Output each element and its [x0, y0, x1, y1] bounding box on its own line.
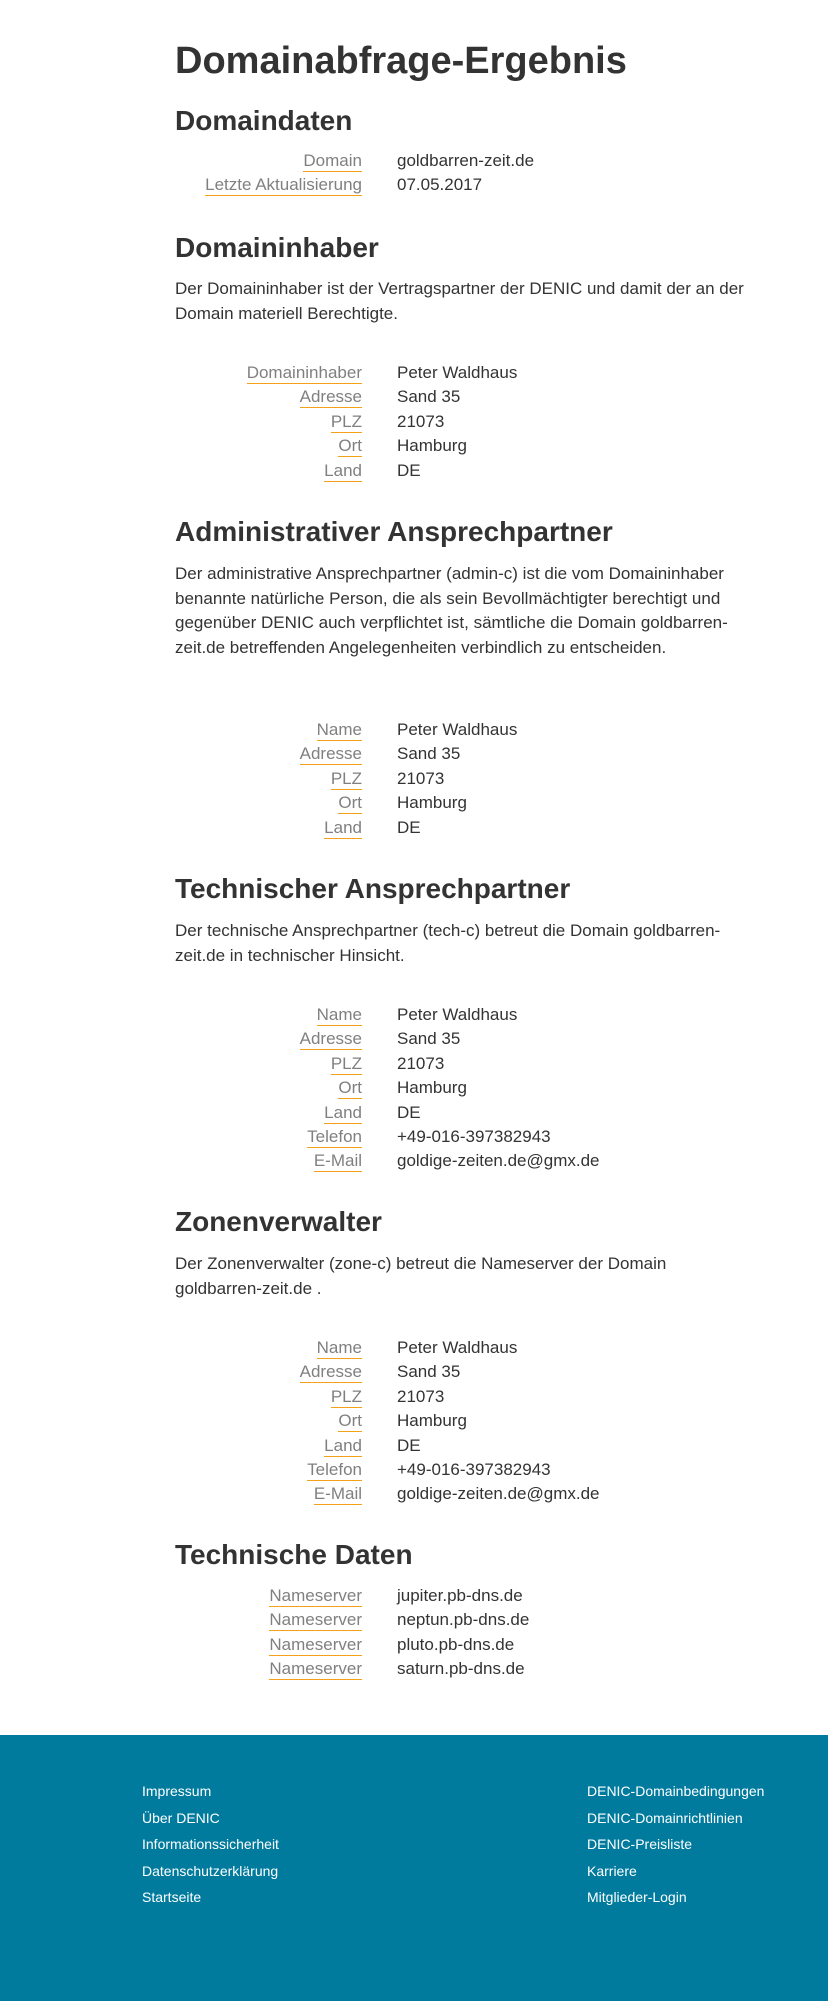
kv-label[interactable]: Adresse — [299, 387, 362, 407]
kv-value: Sand 35 — [397, 1029, 461, 1049]
kv-row — [175, 1584, 745, 1608]
kv-label[interactable]: Name — [316, 1338, 362, 1357]
section-heading-admin-c: Administrativer Ansprechpartner — [175, 516, 613, 547]
kv-value: Peter Waldhaus — [397, 1005, 518, 1024]
section-heading-domaindaten: Domaindaten — [175, 105, 353, 136]
kv-row — [175, 1458, 745, 1482]
kv-row — [175, 385, 745, 409]
kv-label[interactable]: PLZ — [330, 1386, 362, 1406]
kv-value: Sand 35 — [397, 387, 461, 407]
kv-row — [175, 1076, 745, 1100]
kv-row — [175, 1385, 745, 1409]
footer-link-startseite[interactable]: Startseite — [142, 1889, 202, 1905]
kv-row — [175, 816, 745, 840]
kv-label[interactable]: Nameserver — [269, 1610, 362, 1630]
kv-label[interactable]: Domaininhaber — [246, 363, 362, 382]
kv-value: +49-016-397382943 — [397, 1459, 551, 1479]
section-heading-technische-daten: Technische Daten — [175, 1539, 413, 1570]
kv-label[interactable]: Adresse — [299, 744, 362, 764]
kv-row — [175, 1052, 745, 1076]
kv-value: 07.05.2017 — [397, 175, 483, 195]
kv-value: 21073 — [397, 1053, 445, 1073]
kv-row — [175, 1003, 745, 1027]
section-heading-domaininhaber: Domaininhaber — [175, 232, 379, 263]
kv-label[interactable]: Letzte Aktualisierung — [205, 175, 362, 195]
kv-value: jupiter.pb-dns.de — [397, 1586, 523, 1605]
footer-link-impressum[interactable]: Impressum — [142, 1783, 212, 1799]
kv-label[interactable]: Adresse — [299, 1362, 362, 1382]
kv-value: Hamburg — [397, 436, 467, 456]
section-description-tech-c: Der technische Ansprechpartner (tech-c) betreut die Domain goldbarren-zeit.de in technischer Hinsicht. — [175, 921, 721, 965]
footer-link-domainbedingungen[interactable]: DENIC-Domainbedingungen — [587, 1783, 765, 1799]
footer-link-informationssicherheit[interactable]: Informationssicherheit — [142, 1836, 279, 1852]
kv-value: 21073 — [397, 768, 445, 788]
kv-row — [175, 1336, 745, 1360]
kv-row — [175, 434, 745, 458]
section-heading-zone-c: Zonenverwalter — [175, 1206, 382, 1237]
footer-link-domainrichtlinien[interactable]: DENIC-Domainrichtlinien — [587, 1809, 743, 1826]
kv-row — [175, 149, 745, 173]
kv-value: 21073 — [397, 1386, 445, 1406]
kv-value: goldige-zeiten.de@gmx.de — [397, 1484, 600, 1504]
kv-value: Peter Waldhaus — [397, 363, 518, 382]
kv-label[interactable]: Domain — [303, 151, 362, 170]
kv-label[interactable]: PLZ — [330, 1053, 362, 1073]
kv-value: DE — [397, 1102, 421, 1122]
kv-value: Hamburg — [397, 1411, 467, 1431]
footer-links-right — [587, 1778, 764, 1911]
kv-list-zone-c — [175, 1336, 745, 1507]
kv-value: Peter Waldhaus — [397, 1338, 518, 1357]
kv-value: Hamburg — [397, 1078, 467, 1098]
footer-links-left — [142, 1778, 279, 1911]
kv-row — [175, 791, 745, 815]
section-description-zone-c: Der Zonenverwalter (zone-c) betreut die Nameserver der Domain goldbarren-zeit.de . — [175, 1254, 667, 1298]
kv-label[interactable]: Land — [324, 817, 362, 837]
footer-link-ueber-denic[interactable]: Über DENIC — [142, 1809, 220, 1826]
kv-value: goldbarren-zeit.de — [397, 151, 535, 170]
footer-link-karriere[interactable]: Karriere — [587, 1862, 637, 1879]
kv-row — [175, 1360, 745, 1384]
kv-label[interactable]: Land — [324, 1102, 362, 1122]
kv-row — [175, 1149, 745, 1173]
kv-value: DE — [397, 460, 421, 480]
kv-label[interactable]: Ort — [338, 1411, 362, 1431]
kv-value: Sand 35 — [397, 744, 461, 764]
kv-row — [175, 718, 745, 742]
kv-row — [175, 173, 745, 197]
kv-value: Hamburg — [397, 793, 467, 813]
kv-label[interactable]: Nameserver — [269, 1634, 362, 1654]
kv-row — [175, 459, 745, 483]
kv-list-tech-c — [175, 1003, 745, 1174]
kv-value: neptun.pb-dns.de — [397, 1610, 530, 1630]
kv-row — [175, 1409, 745, 1433]
kv-list-admin-c — [175, 718, 745, 840]
kv-row — [175, 1633, 745, 1657]
kv-label[interactable]: Land — [324, 460, 362, 480]
kv-row — [175, 1482, 745, 1506]
kv-list-domaininhaber — [175, 361, 745, 483]
kv-label[interactable]: Ort — [338, 793, 362, 813]
page-title: Domainabfrage-Ergebnis — [175, 40, 627, 82]
kv-label[interactable]: Land — [324, 1435, 362, 1455]
kv-value: +49-016-397382943 — [397, 1126, 551, 1146]
kv-value: DE — [397, 1435, 421, 1455]
kv-row — [175, 1608, 745, 1632]
section-description-domaininhaber: Der Domaininhaber ist der Vertragspartner der DENIC und damit der an der Domain materiell Berechtigte. — [175, 279, 744, 323]
section-heading-tech-c: Technischer Ansprechpartner — [175, 873, 571, 904]
kv-value: pluto.pb-dns.de — [397, 1634, 515, 1654]
kv-row — [175, 1125, 745, 1149]
footer-link-datenschutzerklaerung[interactable]: Datenschutzerklärung — [142, 1862, 279, 1879]
kv-value: saturn.pb-dns.de — [397, 1659, 525, 1679]
kv-label[interactable]: PLZ — [330, 768, 362, 788]
kv-label[interactable]: Ort — [338, 1078, 362, 1098]
footer-link-mitglieder-login[interactable]: Mitglieder-Login — [587, 1889, 687, 1905]
kv-label[interactable]: Nameserver — [269, 1659, 362, 1679]
kv-row — [175, 742, 745, 766]
footer — [0, 1735, 828, 2001]
kv-list-technische-daten — [175, 1584, 745, 1682]
kv-row — [175, 1434, 745, 1458]
kv-row — [175, 361, 745, 385]
kv-label[interactable]: Adresse — [299, 1029, 362, 1049]
kv-row — [175, 1101, 745, 1125]
kv-label[interactable]: Name — [316, 720, 362, 739]
kv-row — [175, 410, 745, 434]
kv-label[interactable]: Ort — [338, 436, 362, 456]
footer-link-preisliste[interactable]: DENIC-Preisliste — [587, 1836, 693, 1852]
kv-label[interactable]: E-Mail — [313, 1151, 362, 1171]
kv-label[interactable]: Nameserver — [269, 1586, 362, 1605]
kv-value: 21073 — [397, 411, 445, 431]
kv-value: goldige-zeiten.de@gmx.de — [397, 1151, 600, 1171]
kv-list-domaindaten — [175, 149, 745, 198]
kv-label[interactable]: E-Mail — [313, 1484, 362, 1504]
kv-row — [175, 1657, 745, 1681]
kv-row — [175, 767, 745, 791]
kv-value: Peter Waldhaus — [397, 720, 518, 739]
kv-label[interactable]: Telefon — [307, 1126, 362, 1146]
kv-value: DE — [397, 817, 421, 837]
kv-row — [175, 1027, 745, 1051]
kv-value: Sand 35 — [397, 1362, 461, 1382]
kv-label[interactable]: Telefon — [307, 1459, 362, 1479]
kv-label[interactable]: Name — [316, 1005, 362, 1024]
kv-label[interactable]: PLZ — [330, 411, 362, 431]
section-description-admin-c: Der administrative Ansprechpartner (admin-c) ist die vom Domaininhaber benannte natürliche Person, die als sein Bevollmächtigter berechtigt und gegenüber DENIC auch verpflichtet ist, sämtliche die Domain goldbarren-zeit.de betreffenden Angelegenheiten verbindlich zu entscheiden. — [175, 564, 728, 657]
